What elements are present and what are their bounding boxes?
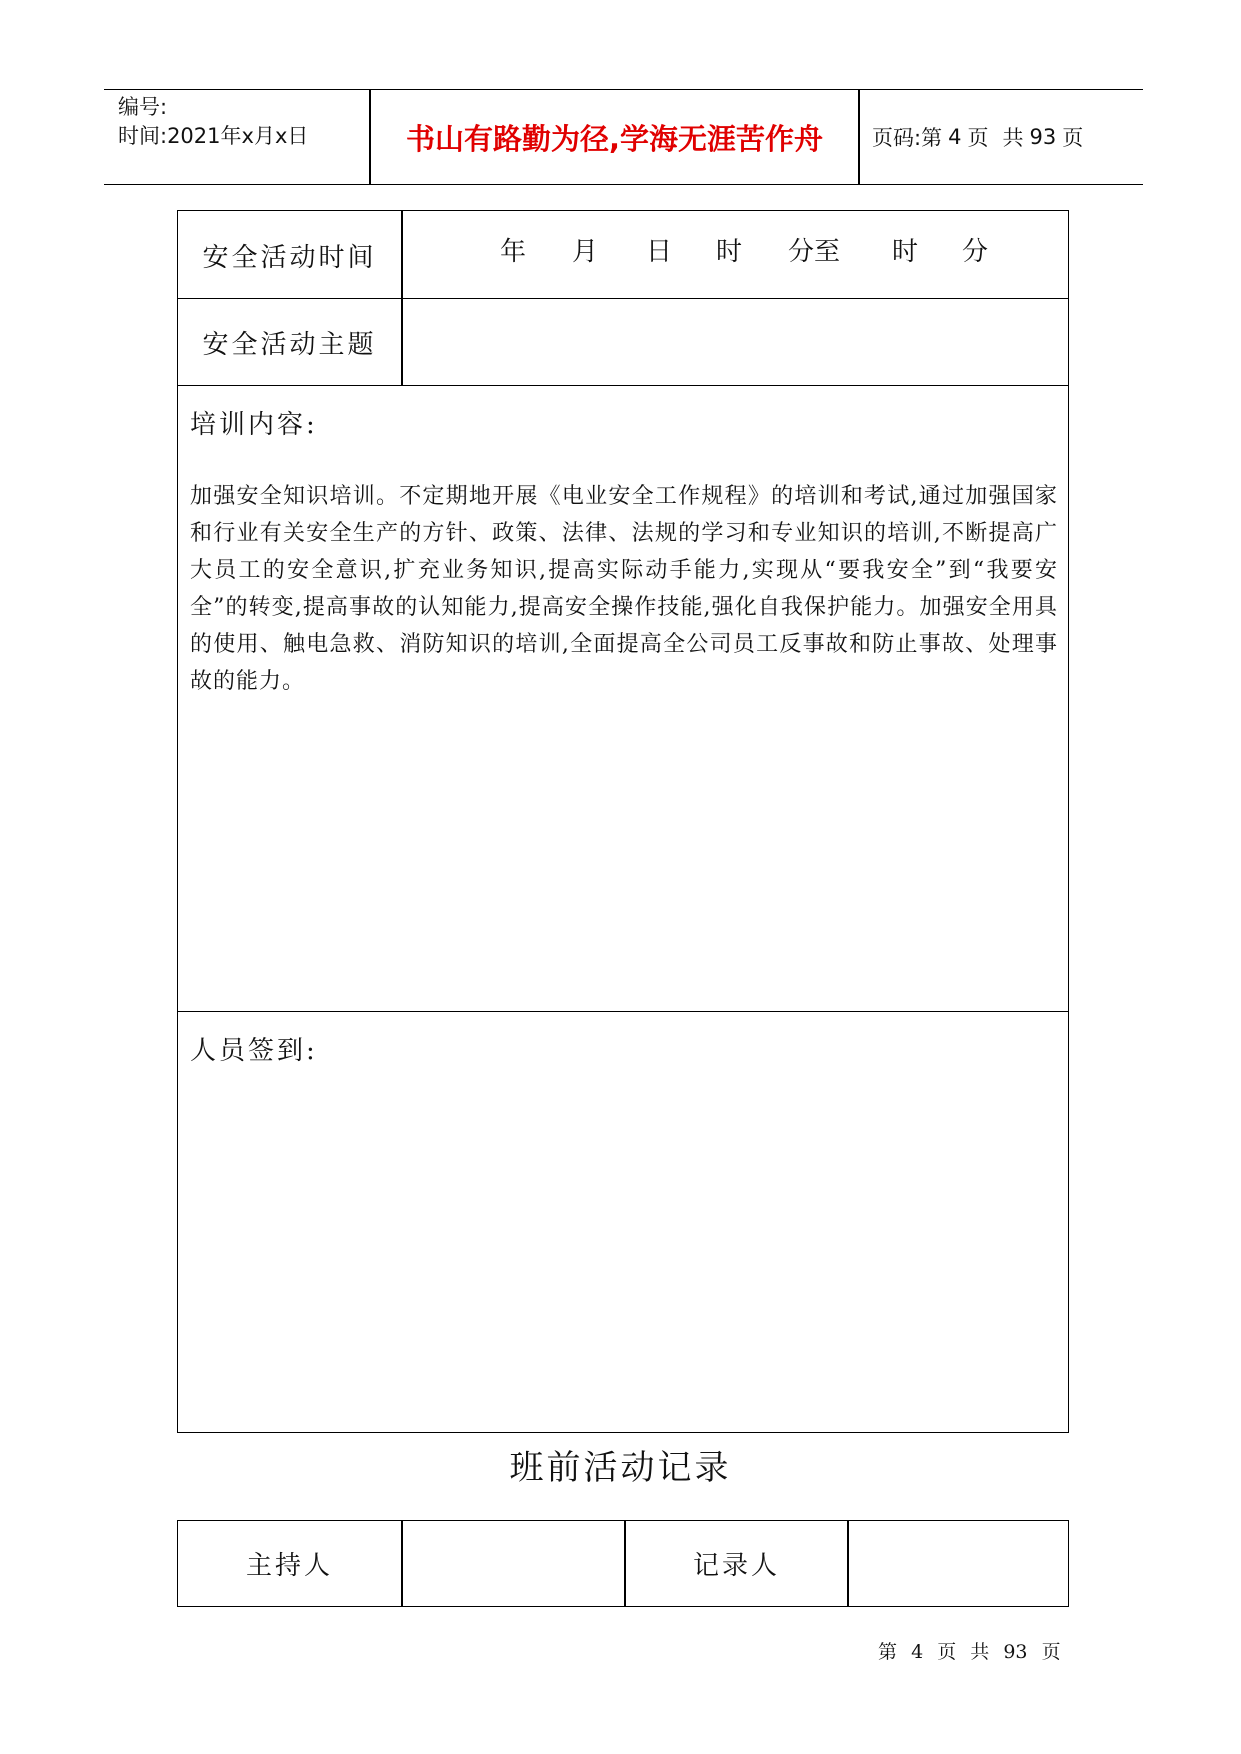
host-label: 主持人 xyxy=(245,1551,333,1581)
page-unit: 页 xyxy=(967,126,989,150)
time-label: 时间:2021年x月x日 xyxy=(118,124,309,148)
record-form xyxy=(177,1520,1069,1607)
serial-number-label: 编号: xyxy=(118,95,168,119)
time-day-unit: 日 xyxy=(646,237,673,267)
header-motto: 书山有路勤为径,学海无涯苦作舟 xyxy=(405,121,824,156)
activity-time-label: 安全活动时间 xyxy=(202,242,377,273)
footer-total-pages: 93 xyxy=(1003,1641,1028,1663)
time-end-hour-unit: 时 xyxy=(892,237,919,267)
time-year-unit: 年 xyxy=(500,237,527,267)
training-content-title: 培训内容: xyxy=(190,410,318,440)
footer-page-number: 4 xyxy=(911,1641,924,1663)
time-hour-unit: 时 xyxy=(716,237,743,267)
signin-row[interactable] xyxy=(178,1012,1068,1432)
total-pages: 93 xyxy=(1029,125,1057,149)
time-month-unit: 月 xyxy=(572,237,599,267)
footer-total-prefix: 共 xyxy=(970,1641,990,1663)
footer-page-prefix: 第 xyxy=(878,1641,898,1663)
total-unit: 页 xyxy=(1062,126,1084,150)
activity-topic-label: 安全活动主题 xyxy=(202,330,377,360)
footer-page-unit: 页 xyxy=(937,1641,957,1663)
page-number: 4 xyxy=(948,125,962,149)
header-page-info xyxy=(872,90,1089,184)
time-minute-to-unit: 分至 xyxy=(788,237,841,267)
record-title: 班前活动记录 xyxy=(509,1448,732,1488)
training-content-text: 加强安全知识培训。不定期地开展《电业安全工作规程》的培训和考试,通过加强国家和行业有关安全生产的方针、政策、法律、法规的学习和专业知识的培训,不断提高广大员工的安全意识,扩充业务知识,提高实际动手能力,实现从“要我安全”到“我要安全”的转变,提高事故的认知能力,提高安全操作技能,强化自我保护能力。加强安全用具的使用、触电急救、消防知识的培训,全面提高全公司员工反事故和防止事故、处理事故的能力。 xyxy=(190,484,1058,694)
time-end-minute-unit: 分 xyxy=(962,237,989,267)
signin-title: 人员签到: xyxy=(190,1036,318,1066)
header-meta xyxy=(118,93,368,151)
activity-time-row xyxy=(178,211,1068,299)
activity-topic-row xyxy=(178,299,1068,386)
activity-topic-field[interactable] xyxy=(403,299,1068,385)
safety-activity-form xyxy=(177,210,1069,1433)
page-label: 页码:第 xyxy=(872,126,943,150)
recorder-label: 记录人 xyxy=(692,1551,780,1581)
footer-total-unit: 页 xyxy=(1041,1641,1061,1663)
host-field[interactable] xyxy=(403,1521,624,1606)
page-header xyxy=(104,89,1143,185)
training-content-row xyxy=(178,386,1068,1012)
total-label: 共 xyxy=(1002,126,1024,150)
recorder-field[interactable] xyxy=(849,1521,1068,1606)
header-divider xyxy=(858,90,860,184)
page-footer xyxy=(878,1637,1069,1664)
